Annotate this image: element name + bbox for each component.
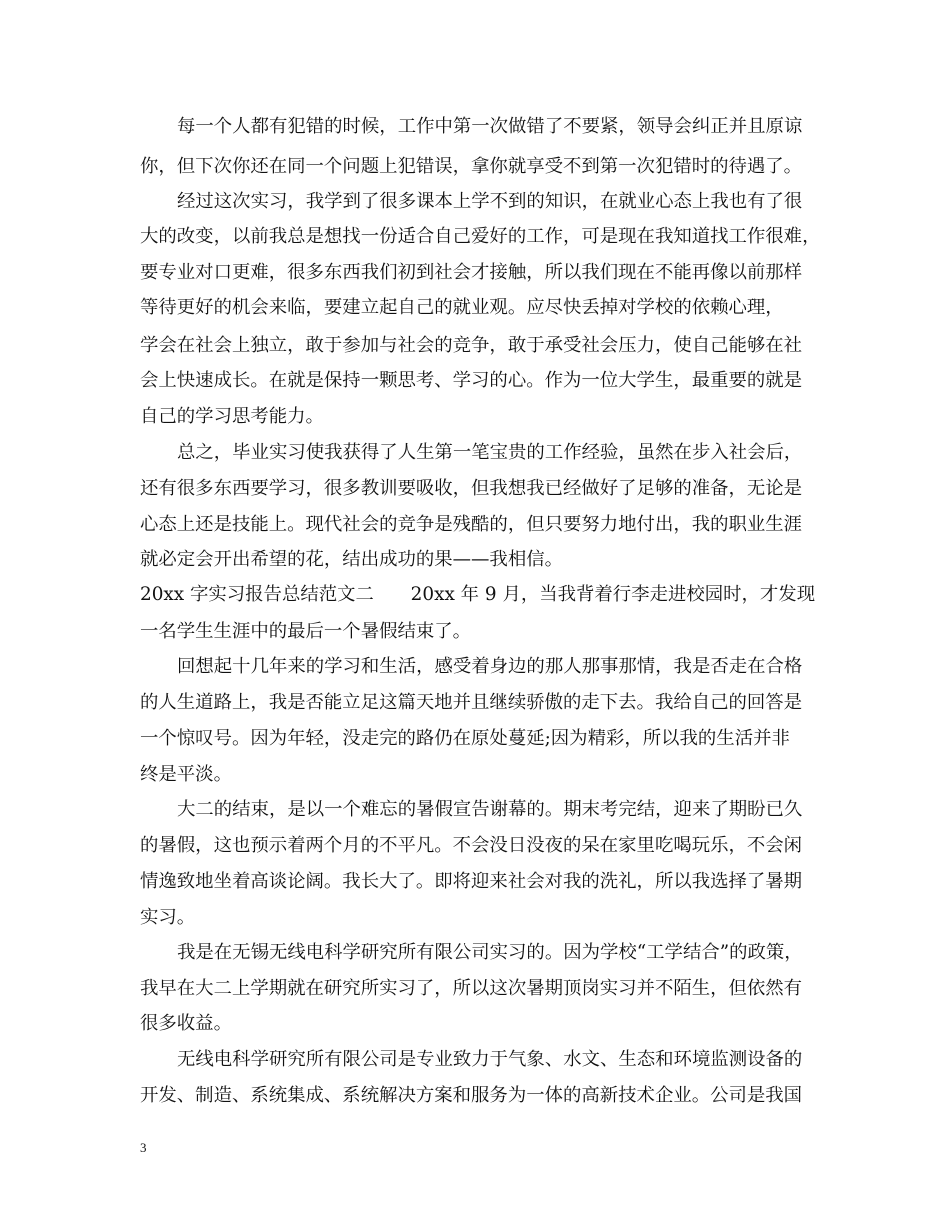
text-line: 总之，毕业实习使我获得了人生第一笔宝贵的工作经验，虽然在步入社会后， xyxy=(177,442,803,463)
text-line: 终是平淡。 xyxy=(140,764,232,785)
text-line: 就必定会开出希望的花，结出成功的果——我相信。 xyxy=(140,549,563,570)
text-line: 自己的学习思考能力。 xyxy=(140,406,324,427)
text-line: 我早在大二上学期就在研究所实习了，所以这次暑期顶岗实习并不陌生，但依然有 xyxy=(140,978,803,999)
text-line: 情逸致地坐着高谈论阔。我长大了。即将迎来社会对我的洗礼，所以我选择了暑期 xyxy=(140,871,803,892)
text-line: 我是在无锡无线电科学研究所有限公司实习的。因为学校“工学结合”的政策， xyxy=(177,942,803,963)
text-line: 开发、制造、系统集成、系统解决方案和服务为一体的高新技术企业。公司是我国 xyxy=(140,1085,803,1106)
text-line: 还有很多东西要学习，很多教训要吸收，但我想我已经做好了足够的准备，无论是 xyxy=(140,478,803,499)
text-line: 的人生道路上，我是否能立足这篇天地并且继续骄傲的走下去。我给自己的回答是 xyxy=(140,692,803,713)
text-line: 无线电科学研究所有限公司是专业致力于气象、水文、生态和环境监测设备的 xyxy=(177,1049,803,1070)
text-line: 实习。 xyxy=(140,907,196,928)
text-line: 很多收益。 xyxy=(140,1013,232,1034)
text-line: 每一个人都有犯错的时候，工作中第一次做错了不要紧，领导会纠正并且原谅 xyxy=(177,116,803,137)
text-line: 回想起十几年来的学习和生活，感受着身边的那人那事那情，我是否走在合格 xyxy=(177,656,803,677)
text-line: 你，但下次你还在同一个问题上犯错误，拿你就享受不到第一次犯错时的待遇了。 xyxy=(140,156,803,177)
text-line: 大的改变，以前我总是想找一份适合自己爱好的工作，可是现在我知道找工作很难， xyxy=(140,226,821,247)
text-line: 一名学生生涯中的最后一个暑假结束了。 xyxy=(140,621,472,642)
text-line: 会上快速成长。在就是保持一颗思考、学习的心。作为一位大学生，最重要的就是 xyxy=(140,370,803,391)
text-line: 心态上还是技能上。现代社会的竞争是残酷的，但只要努力地付出，我的职业生涯 xyxy=(140,514,803,535)
text-line: 等待更好的机会来临，要建立起自己的就业观。应尽快丢掉对学校的依赖心理， xyxy=(140,297,784,318)
page-number: 3 xyxy=(140,1140,147,1155)
text-line: 要专业对口更难，很多东西我们初到社会才接触，所以我们现在不能再像以前那样 xyxy=(140,262,803,283)
text-line: 20xx 字实习报告总结范文二 20xx 年 9 月，当我背着行李走进校园时，才发现 xyxy=(140,584,816,605)
text-line: 学会在社会上独立，敢于参加与社会的竞争，敢于承受社会压力，使自己能够在社 xyxy=(140,335,803,356)
text-line: 大二的结束，是以一个难忘的暑假宣告谢幕的。期末考完结，迎来了期盼已久 xyxy=(177,799,803,820)
text-line: 一个惊叹号。因为年轻，没走完的路仍在原处蔓延;因为精彩，所以我的生活并非 xyxy=(140,728,790,749)
text-line: 经过这次实习，我学到了很多课本上学不到的知识，在就业心态上我也有了很 xyxy=(177,191,803,212)
text-line: 的暑假，这也预示着两个月的不平凡。不会没日没夜的呆在家里吃喝玩乐，不会闲 xyxy=(140,835,803,856)
